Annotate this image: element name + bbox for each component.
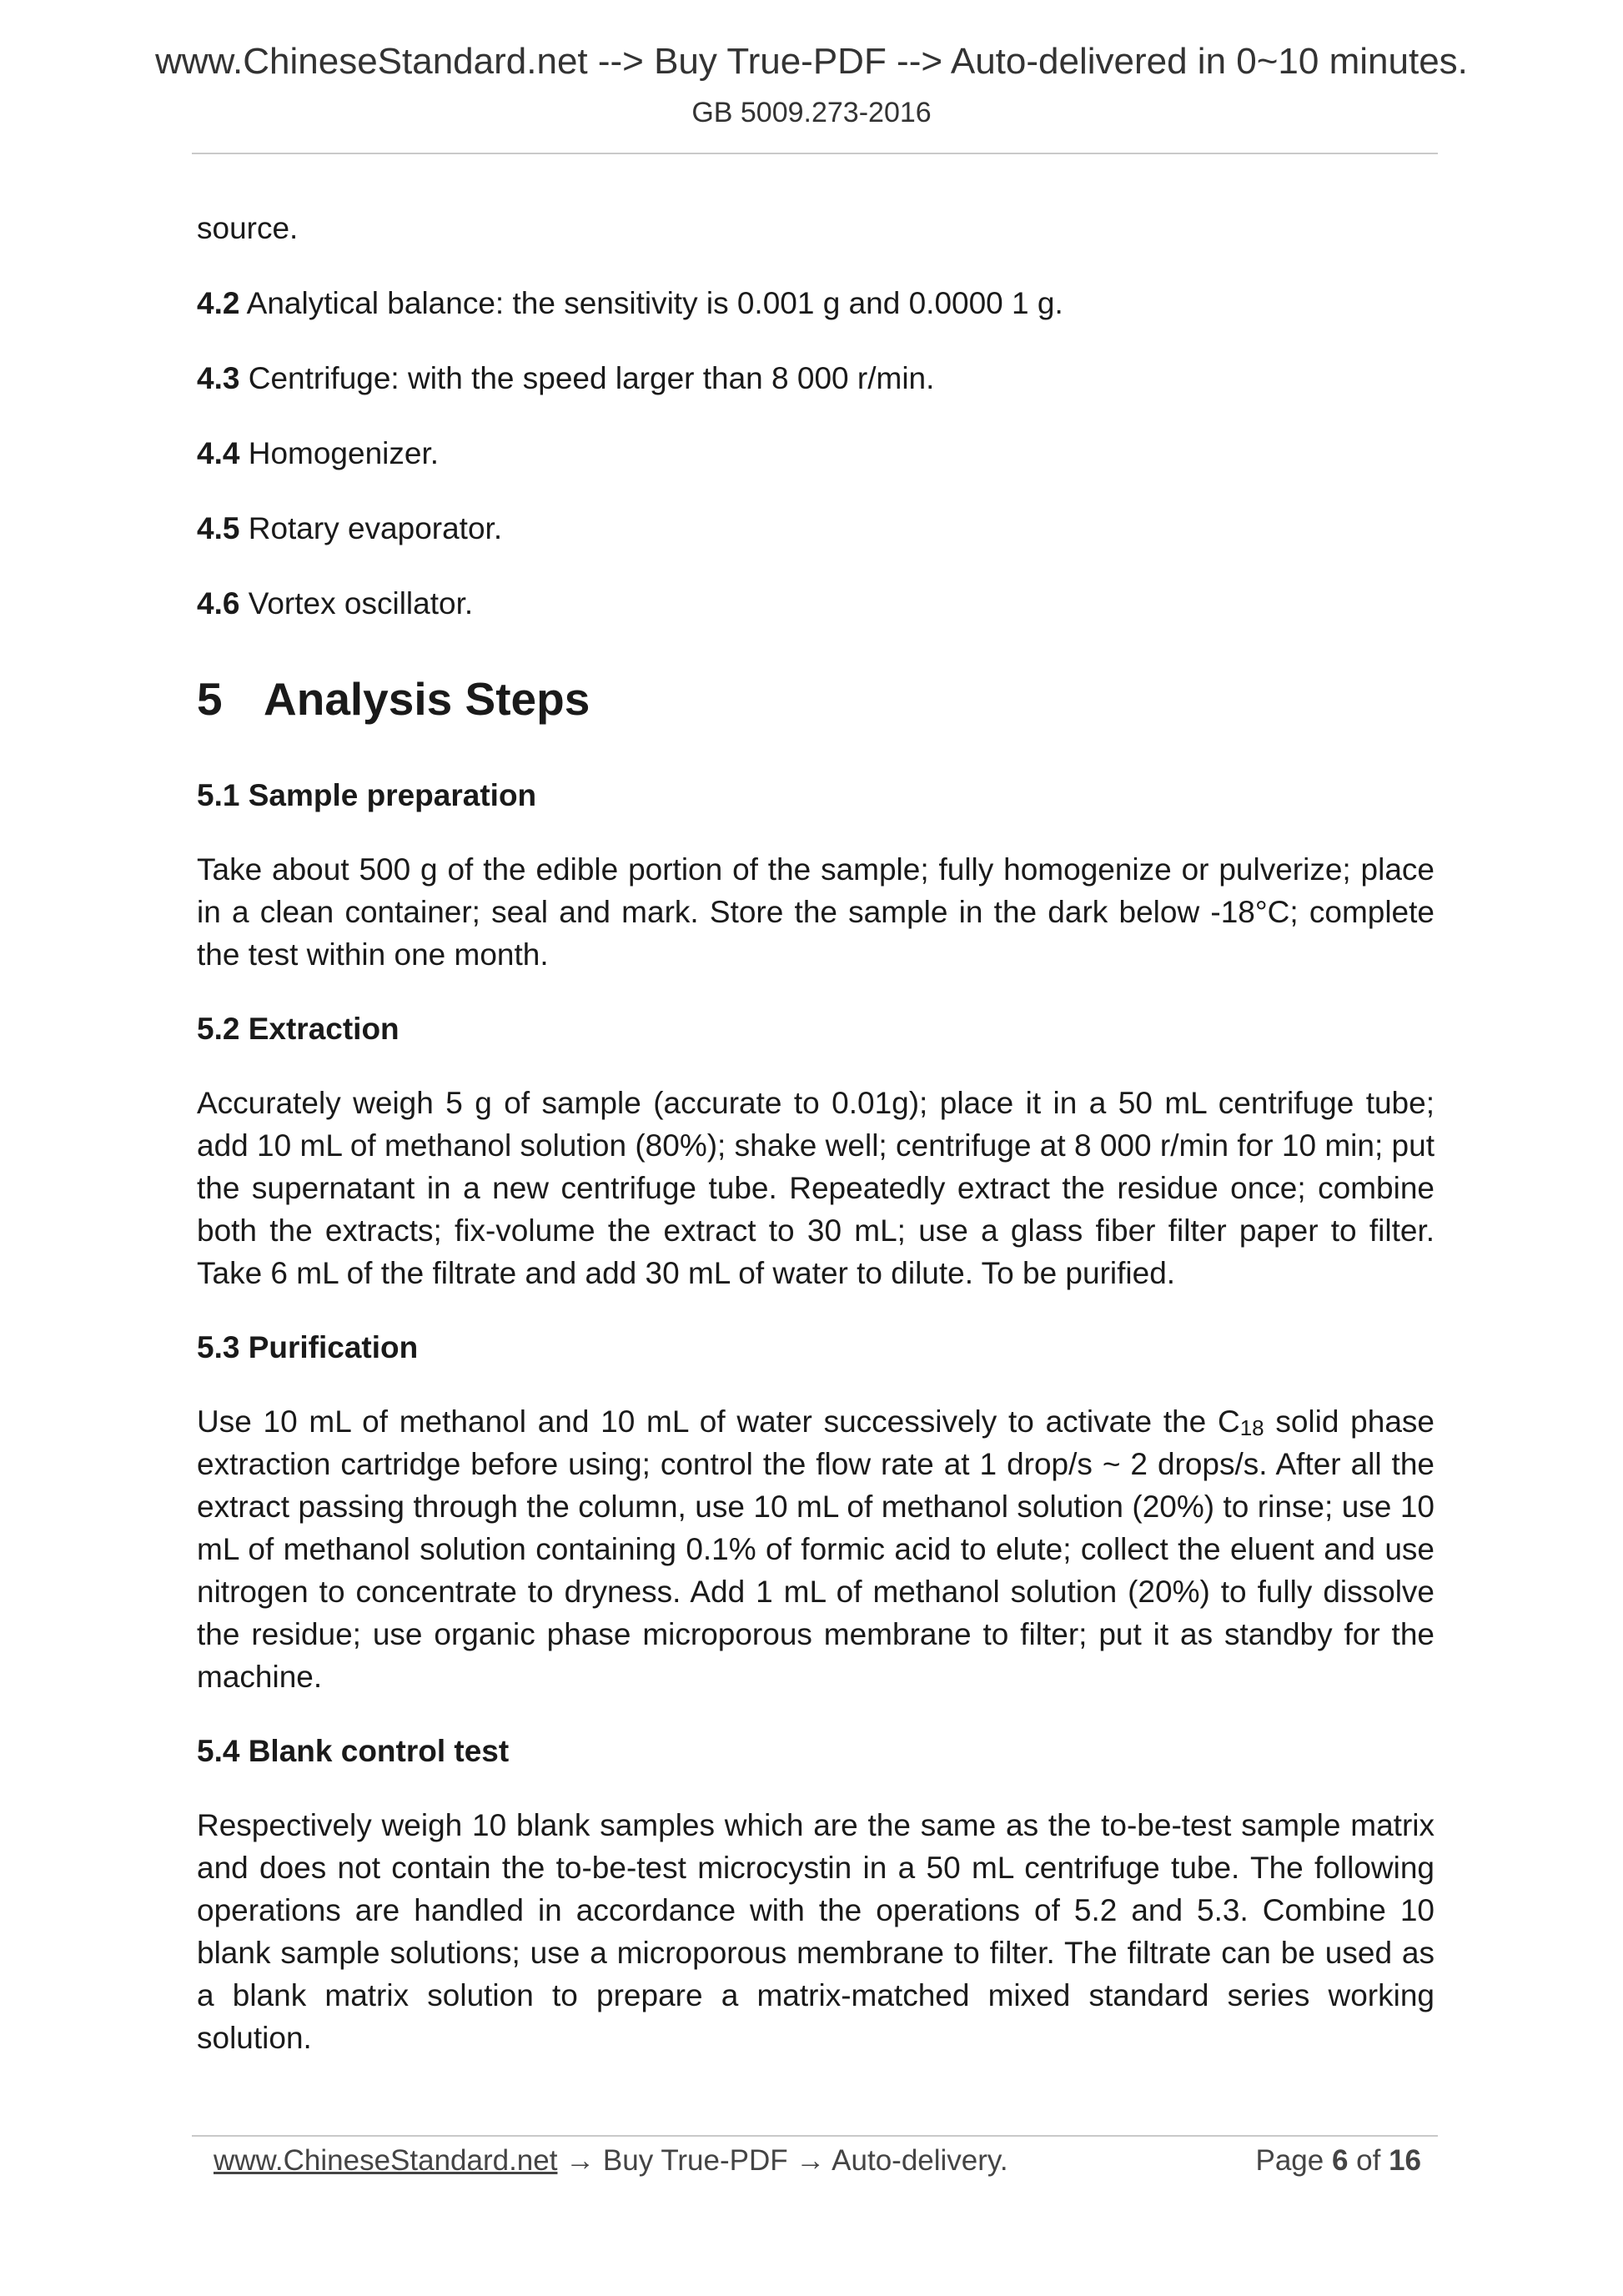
document-body (197, 207, 1435, 2091)
header-banner: www.ChineseStandard.net --> Buy True-PDF --> Auto-delivered in 0~10 minutes. (155, 41, 1468, 82)
section-title: Analysis Steps (264, 673, 590, 725)
heading-5-1: 5.1 Sample preparation (197, 778, 537, 812)
paragraph-5-4: Respectively weigh 10 blank samples which are the same as the to-be-test sample matrix and does not contain the to-be-test microcystin in a 50 mL centrifuge tube. The following operations are handled in accordance with the operations of 5.2 and 5.3. Combine 10 blank sample solutions; use a microporous membrane to filter. The filtrate can be used as a blank matrix solution to prepare a matrix-matched mixed standard series working solution. (197, 1808, 1435, 2055)
clause-4-3 (197, 357, 1435, 399)
heading-5-3: 5.3 Purification (197, 1330, 419, 1364)
clause-number: 4.2 (197, 286, 240, 320)
clause-4-5 (197, 507, 1435, 550)
footer-divider (192, 2135, 1438, 2137)
clause-4-4 (197, 432, 1435, 475)
section-number: 5 (197, 673, 223, 725)
paragraph-5-3 (197, 1400, 1435, 1698)
clause-4-6 (197, 582, 1435, 625)
heading-5-4: 5.4 Blank control test (197, 1734, 510, 1768)
clause-text: Analytical balance: the sensitivity is 0.001 g and 0.0000 1 g. (239, 286, 1063, 320)
heading-5-2: 5.2 Extraction (197, 1012, 399, 1046)
page-number: 6 (1331, 2144, 1349, 2177)
clause-number: 4.4 (197, 436, 240, 470)
footer-text: → Buy True-PDF → Auto-delivery. (557, 2144, 1008, 2177)
clause-text: Centrifuge: with the speed larger than 8 000 r/min. (239, 361, 935, 395)
clause-text: Vortex oscillator. (239, 586, 474, 620)
header-divider (192, 153, 1438, 154)
paragraph-text: Use 10 mL of methanol and 10 mL of water successively to activate the C (197, 1404, 1240, 1439)
section-5-heading (197, 673, 1435, 725)
clause-text: Homogenizer. (239, 436, 440, 470)
paragraph-5-1: Take about 500 g of the edible portion of the sample; fully homogenize or pulverize; place in a clean container; seal and mark. Store the sample in the dark below -18°C; complete the test within one month. (197, 852, 1435, 972)
clause-number: 4.5 (197, 511, 240, 545)
paragraph-5-2: Accurately weigh 5 g of sample (accurate to 0.01g); place it in a 50 mL centrifuge tube; add 10 mL of methanol solution (80%); shake well; centrifuge at 8 000 r/min for 10 min; put the supernatant in a new centrifuge tube. Repeatedly extract the residue once; combine both the extracts; fix-volume the extract to 30 mL; use a glass fiber filter paper to filter. Take 6 mL of the filtrate and add 30 mL of water to dilute. To be purified. (197, 1086, 1435, 1290)
page-footer (214, 2144, 1421, 2178)
clause-4-2 (197, 282, 1435, 324)
subscript: 18 (1239, 1415, 1264, 1440)
page-total: 16 (1389, 2144, 1421, 2177)
footer-link[interactable]: www.ChineseStandard.net (214, 2144, 558, 2177)
clause-number: 4.3 (197, 361, 240, 395)
of-label: of (1348, 2144, 1389, 2177)
clause-text: Rotary evaporator. (239, 511, 503, 545)
paragraph-text: solid phase extraction cartridge before using; control the flow rate at 1 drop/s ~ 2 drops/s. After all the extract passing through the column, use 10 mL of methanol solution (20%) to rinse; use 10 mL of methanol solution containing 0.1% of formic acid to elute; collect the eluent and use nitrogen to concentrate to dryness. Add 1 mL of methanol solution (20%) to fully dissolve the residue; use organic phase microporous membrane to filter; put it as standby for the machine. (197, 1404, 1435, 1694)
standard-number: GB 5009.273-2016 (691, 97, 932, 128)
page-indicator (1255, 2144, 1421, 2178)
clause-number: 4.6 (197, 586, 240, 620)
continuation-text: source. (197, 211, 299, 245)
page-label: Page (1255, 2144, 1332, 2177)
